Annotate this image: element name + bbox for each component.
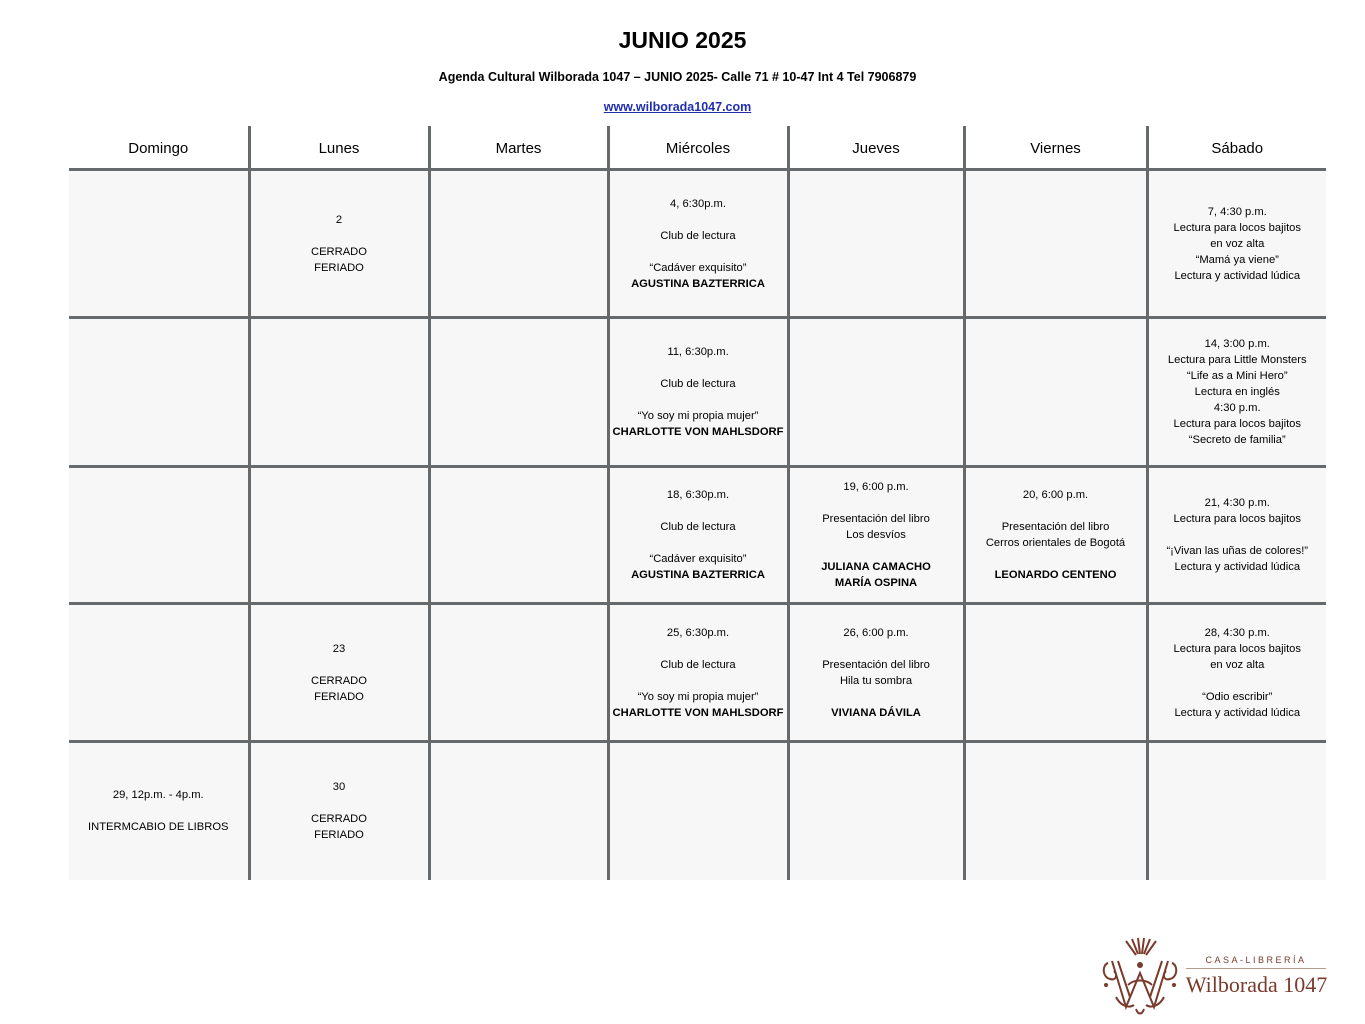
event-line: “Cadáver exquisito” bbox=[649, 261, 747, 274]
event-line: LEONARDO CENTENO bbox=[994, 569, 1117, 581]
event-line: 21, 4:30 p.m. bbox=[1204, 497, 1270, 509]
event-line: CERRADO bbox=[311, 245, 367, 258]
event-line bbox=[69, 803, 248, 819]
event-line: INTERMCABIO DE LIBROS bbox=[88, 821, 229, 834]
day-cell bbox=[429, 604, 608, 742]
week-row bbox=[69, 604, 1326, 742]
weekday-header-sabado: Sábado bbox=[1147, 126, 1326, 170]
event-line: 7, 4:30 p.m. bbox=[1207, 205, 1267, 218]
day-cell bbox=[964, 467, 1147, 604]
day-cell bbox=[429, 170, 608, 318]
event-line: Los desvíos bbox=[846, 529, 906, 541]
weekday-header-viernes: Viernes bbox=[964, 126, 1147, 170]
event-line bbox=[251, 795, 428, 811]
event-line: Lectura y actividad lúdica bbox=[1174, 269, 1301, 282]
event-line: Lectura para locos bajitos bbox=[1173, 642, 1301, 655]
day-cell bbox=[608, 742, 788, 880]
week-row bbox=[69, 318, 1326, 467]
event-line: MARÍA OSPINA bbox=[834, 577, 918, 589]
event-line: “Mamá ya viene” bbox=[1195, 253, 1279, 266]
day-cell bbox=[788, 170, 964, 318]
event-line bbox=[790, 495, 963, 511]
weekday-header-row bbox=[69, 126, 1326, 170]
day-cell bbox=[249, 742, 429, 880]
event-line bbox=[1149, 673, 1327, 689]
event-line: Presentación del libro bbox=[822, 658, 930, 671]
day-cell bbox=[69, 170, 249, 318]
event-line bbox=[610, 244, 787, 260]
event-line: Lectura para locos bajitos bbox=[1173, 513, 1301, 525]
event-line: Lectura para locos bajitos bbox=[1173, 418, 1301, 430]
day-cell bbox=[608, 467, 788, 604]
week-row bbox=[69, 467, 1326, 604]
logo-name-text: Wilborada 1047 bbox=[1185, 972, 1328, 997]
day-cell bbox=[249, 318, 429, 467]
event-line: VIVIANA DÁVILA bbox=[831, 706, 921, 719]
event-line: 20, 6:00 p.m. bbox=[1022, 489, 1089, 501]
event-line: “Yo soy mi propia mujer” bbox=[637, 410, 759, 422]
day-cell bbox=[1147, 170, 1326, 318]
weekday-header-martes: Martes bbox=[429, 126, 608, 170]
event-line: CERRADO bbox=[311, 813, 367, 826]
event-line: 4, 6:30p.m. bbox=[670, 197, 726, 210]
event-line: “Secreto de familia” bbox=[1188, 434, 1286, 446]
day-cell bbox=[1147, 467, 1326, 604]
day-cell bbox=[429, 318, 608, 467]
event-line: FERIADO bbox=[314, 829, 364, 842]
event-line: 18, 6:30p.m. bbox=[666, 489, 730, 501]
event-line bbox=[610, 392, 787, 408]
event-line: Lectura y actividad lúdica bbox=[1174, 561, 1301, 573]
day-cell bbox=[249, 467, 429, 604]
logo-emblem-icon bbox=[1098, 935, 1183, 1017]
day-cell bbox=[69, 318, 249, 467]
website-link[interactable]: www.wilborada1047.com bbox=[603, 100, 752, 114]
day-cell bbox=[249, 170, 429, 318]
event-line: Club de lectura bbox=[660, 658, 736, 671]
event-line: en voz alta bbox=[1210, 658, 1265, 671]
event-line: CHARLOTTE VON MAHLSDORF bbox=[612, 426, 784, 438]
event-line bbox=[790, 641, 963, 657]
day-cell bbox=[69, 604, 249, 742]
event-line: Lectura y actividad lúdica bbox=[1174, 706, 1301, 719]
day-cell bbox=[964, 170, 1147, 318]
calendar-body bbox=[69, 170, 1326, 880]
day-cell bbox=[1147, 604, 1326, 742]
day-cell bbox=[964, 318, 1147, 467]
event-line: Cerros orientales de Bogotá bbox=[985, 537, 1126, 549]
event-line: AGUSTINA BAZTERRICA bbox=[631, 569, 765, 581]
event-line: en voz alta bbox=[1210, 237, 1265, 250]
day-cell bbox=[69, 467, 249, 604]
event-line bbox=[610, 503, 787, 519]
event-line: Club de lectura bbox=[660, 229, 736, 242]
day-cell bbox=[608, 604, 788, 742]
event-line: “Cadáver exquisito” bbox=[649, 553, 747, 565]
event-line: 4:30 p.m. bbox=[1213, 402, 1261, 414]
day-cell bbox=[1147, 742, 1326, 880]
day-cell bbox=[1147, 318, 1326, 467]
agenda-subtitle: Agenda Cultural Wilborada 1047 – JUNIO 2025- Calle 71 # 10-47 Int 4 Tel 7906879 bbox=[438, 70, 917, 84]
weekday-header-lunes: Lunes bbox=[249, 126, 429, 170]
day-cell bbox=[69, 742, 249, 880]
event-line bbox=[610, 535, 787, 551]
event-line: Hila tu sombra bbox=[839, 674, 913, 687]
event-line: FERIADO bbox=[314, 261, 364, 274]
event-line: Club de lectura bbox=[660, 521, 736, 533]
event-line: 14, 3:00 p.m. bbox=[1204, 338, 1270, 350]
logo-divider bbox=[1186, 968, 1326, 969]
event-line: 29, 12p.m. - 4p.m. bbox=[112, 789, 204, 802]
day-cell bbox=[608, 318, 788, 467]
event-line: 26, 6:00 p.m. bbox=[843, 626, 909, 639]
day-cell bbox=[964, 604, 1147, 742]
event-line: 28, 4:30 p.m. bbox=[1204, 626, 1270, 639]
event-line bbox=[610, 360, 787, 376]
event-line: Presentación del libro bbox=[822, 513, 930, 525]
day-cell bbox=[788, 604, 964, 742]
event-line: 11, 6:30p.m. bbox=[667, 346, 729, 358]
day-cell bbox=[788, 467, 964, 604]
event-line bbox=[790, 543, 963, 559]
event-line bbox=[610, 673, 787, 689]
event-line: “¡Vivan las uñas de colores!” bbox=[1166, 545, 1309, 557]
day-cell bbox=[429, 467, 608, 604]
week-row bbox=[69, 742, 1326, 880]
event-line: AGUSTINA BAZTERRICA bbox=[631, 277, 765, 290]
event-line: Lectura para Little Monsters bbox=[1167, 354, 1307, 366]
event-line bbox=[966, 551, 1146, 567]
weekday-header-domingo: Domingo bbox=[69, 126, 249, 170]
week-row bbox=[69, 170, 1326, 318]
event-line: Club de lectura bbox=[660, 378, 736, 390]
calendar-table bbox=[69, 126, 1326, 880]
event-line: 19, 6:00 p.m. bbox=[843, 481, 909, 493]
event-line: CHARLOTTE VON MAHLSDORF bbox=[612, 706, 784, 719]
day-cell bbox=[249, 604, 429, 742]
event-line bbox=[610, 212, 787, 228]
event-line bbox=[251, 228, 428, 244]
event-line: 2 bbox=[335, 213, 343, 226]
day-cell bbox=[964, 742, 1147, 880]
event-line: Presentación del libro bbox=[1001, 521, 1110, 533]
day-cell bbox=[788, 318, 964, 467]
event-line bbox=[251, 657, 428, 673]
logo-top-text: CASA-LIBRERÍA bbox=[1205, 955, 1307, 965]
weekday-header-miercoles: Miércoles bbox=[608, 126, 788, 170]
event-line: 25, 6:30p.m. bbox=[666, 626, 730, 639]
weekday-header-jueves: Jueves bbox=[788, 126, 964, 170]
day-cell bbox=[788, 742, 964, 880]
event-line: FERIADO bbox=[314, 690, 364, 703]
day-cell bbox=[429, 742, 608, 880]
event-line: “Yo soy mi propia mujer” bbox=[637, 690, 759, 703]
event-line bbox=[966, 503, 1146, 519]
event-line: “Life as a Mini Hero” bbox=[1186, 370, 1288, 382]
event-line bbox=[790, 689, 963, 705]
event-line: 23 bbox=[332, 642, 346, 655]
event-line: Lectura para locos bajitos bbox=[1173, 221, 1301, 234]
event-line bbox=[610, 641, 787, 657]
day-cell bbox=[608, 170, 788, 318]
event-line: CERRADO bbox=[311, 674, 367, 687]
page-title: JUNIO 2025 bbox=[618, 27, 747, 53]
event-line: Lectura en inglés bbox=[1194, 386, 1280, 398]
event-line bbox=[1149, 527, 1327, 543]
event-line: “Odio escribir” bbox=[1202, 690, 1273, 703]
event-line: JULIANA CAMACHO bbox=[821, 561, 931, 573]
event-line: 30 bbox=[332, 781, 346, 794]
